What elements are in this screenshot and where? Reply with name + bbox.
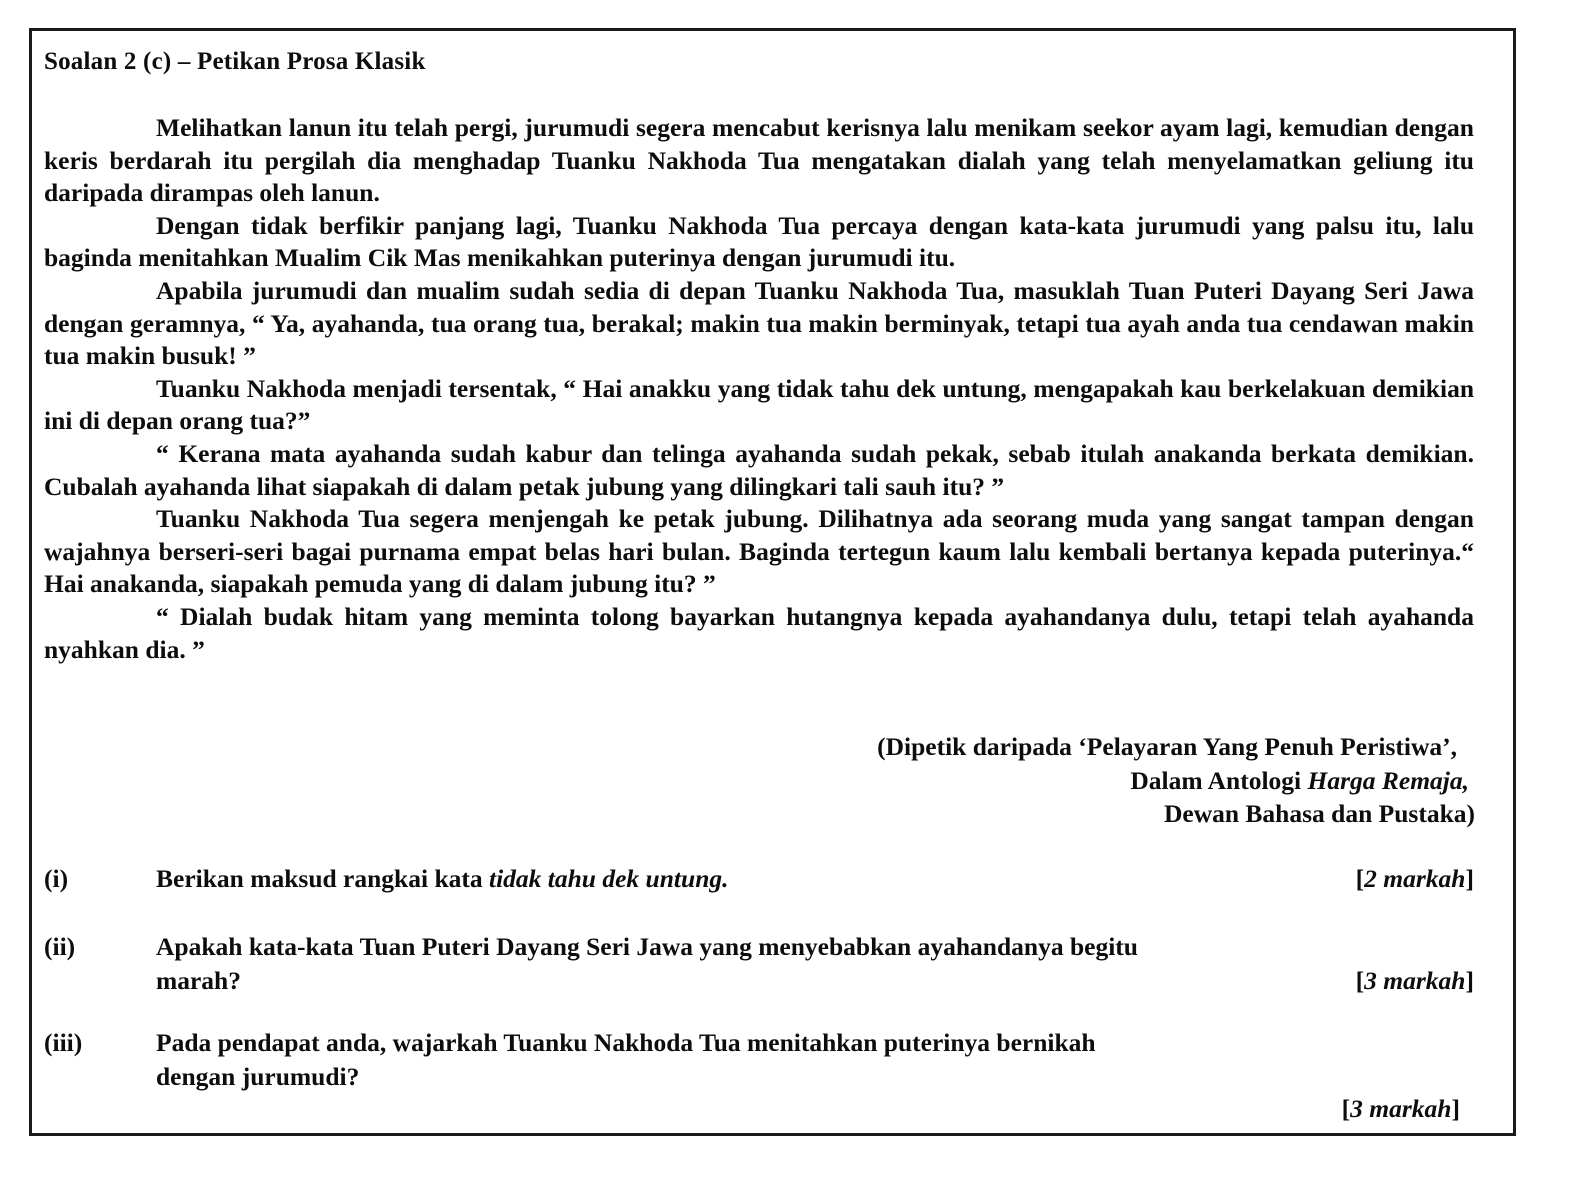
source-citation: [877, 730, 1475, 831]
source-line-3: Dewan Bahasa dan Pustaka): [1163, 799, 1475, 828]
source-line-2: [877, 764, 1469, 798]
question-number: (i): [44, 864, 69, 893]
question-text: [156, 862, 729, 896]
question-ii: [44, 930, 1474, 1000]
question-text-line-2: dengan jurumudi?: [156, 1061, 360, 1091]
marks-value: 3 markah: [1350, 1094, 1452, 1123]
question-text-line-1: Pada pendapat anda, wajarkah Tuanku Nakhoda Tua menitahkan puterinya bernikah: [156, 1028, 1096, 1057]
question-marks: [1342, 1092, 1460, 1126]
source-anthology-title: Harga Remaja,: [1307, 765, 1469, 795]
question-iii: [44, 1026, 1474, 1126]
question-text-line-2: marah?: [156, 965, 241, 995]
section-title: Soalan 2 (c) – Petikan Prosa Klasik: [44, 48, 426, 75]
passage: [44, 112, 1474, 666]
question-text-line-1: Apakah kata-kata Tuan Puteri Dayang Seri Jawa yang menyebabkan ayahandanya begitu: [156, 932, 1138, 961]
question-number: (iii): [44, 1028, 83, 1057]
passage-paragraph: “ Dialah budak hitam yang meminta tolong bayarkan hutangnya kepada ayahandanya dulu, tetapi telah ayahanda nyahkan dia. ”: [44, 601, 1474, 664]
passage-paragraph: Apabila jurumudi dan mualim sudah sedia di depan Tuanku Nakhoda Tua, masuklah Tuan Puteri Dayang Seri Jawa dengan geramnya, “ Ya, ayahanda, tua orang tua, berakal; makin tua makin berminyak, tetapi tua ayah anda tua cendawan makin tua makin busuk! ”: [44, 275, 1474, 371]
marks-value: 3 markah: [1364, 965, 1466, 995]
marks-bracket-open: [: [1355, 864, 1365, 893]
question-text: [156, 930, 1138, 997]
marks-bracket-close: ]: [1465, 965, 1474, 995]
marks-bracket-close: ]: [1451, 1094, 1460, 1123]
marks-bracket-open: [: [1341, 1094, 1351, 1123]
passage-paragraph: Tuanku Nakhoda menjadi tersentak, “ Hai anakku yang tidak tahu dek untung, mengapakah kau berkelakuan demikian ini di depan orang tua?”: [44, 373, 1474, 436]
question-marks: [1356, 964, 1474, 998]
question-phrase: tidak tahu dek untung.: [489, 864, 729, 893]
question-i: [44, 862, 1474, 902]
marks-bracket-close: ]: [1465, 864, 1474, 893]
question-text-prefix: Berikan maksud rangkai kata: [156, 864, 489, 893]
marks-value: 2 markah: [1364, 864, 1466, 893]
question-number: (ii): [44, 932, 76, 961]
passage-paragraph: “ Kerana mata ayahanda sudah kabur dan telinga ayahanda sudah pekak, sebab itulah anakanda berkata demikian. Cubalah ayahanda lihat siapakah di dalam petak jubung yang dilingkari tali sauh itu? ”: [44, 438, 1474, 501]
source-anthology-prefix: Dalam Antologi: [1130, 765, 1308, 795]
question-marks: [1356, 862, 1474, 896]
source-line-1: (Dipetik daripada ‘Pelayaran Yang Penuh Peristiwa’,: [877, 732, 1457, 761]
passage-paragraph: Dengan tidak berfikir panjang lagi, Tuanku Nakhoda Tua percaya dengan kata-kata jurumudi yang palsu itu, lalu baginda menitahkan Mualim Cik Mas menikahkan puterinya dengan jurumudi itu.: [44, 210, 1474, 273]
passage-paragraph: Tuanku Nakhoda Tua segera menjengah ke petak jubung. Dilihatnya ada seorang muda yang sangat tampan dengan wajahnya berseri-seri bagai purnama empat belas hari bulan. Baginda tertegun kaum lalu kembali bertanya kepada puterinya.“ Hai anakanda, siapakah pemuda yang di dalam jubung itu? ”: [44, 504, 1474, 599]
marks-bracket-open: [: [1355, 965, 1365, 995]
passage-paragraph: Melihatkan lanun itu telah pergi, jurumudi segera mencabut kerisnya lalu menikam seekor ayam lagi, kemudian dengan keris berdarah itu pergilah dia menghadap Tuanku Nakhoda Tua mengatakan dialah yang telah menyelamatkan geliung itu daripada dirampas oleh lanun.: [44, 113, 1474, 208]
question-text: [156, 1026, 1096, 1093]
